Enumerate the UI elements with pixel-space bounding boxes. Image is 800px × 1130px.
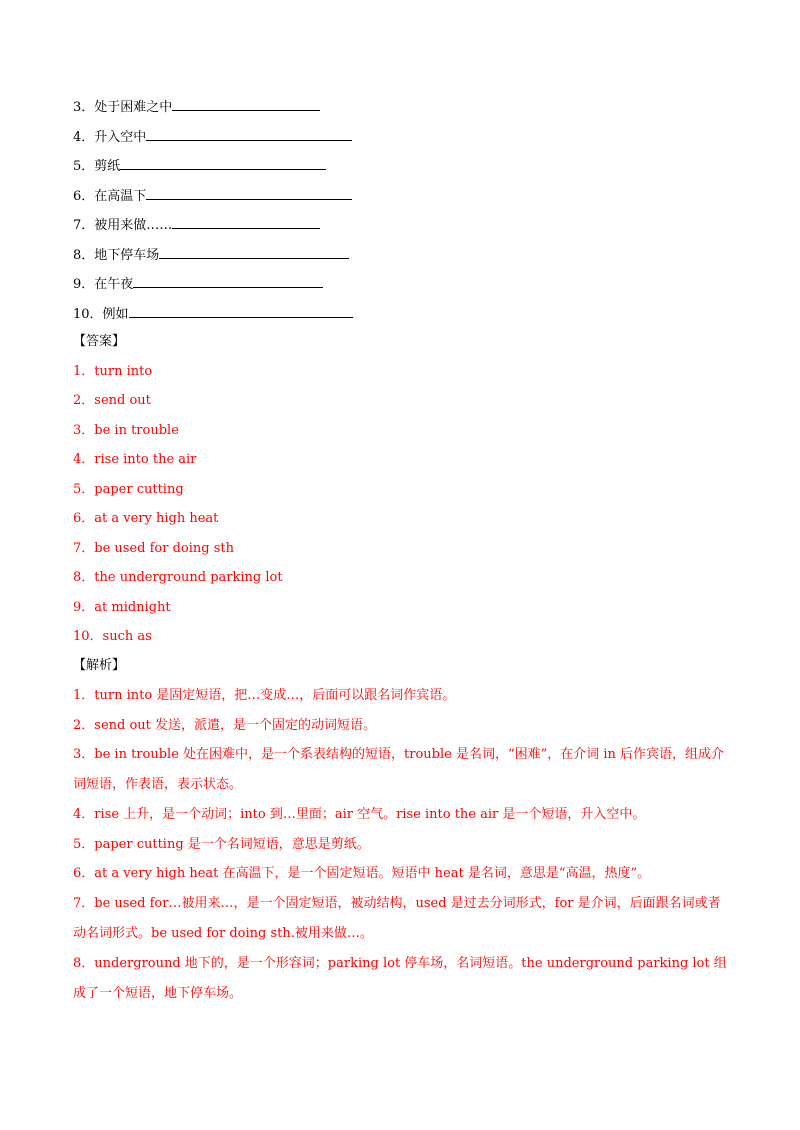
answer-item: 5．paper cutting: [73, 482, 184, 497]
question-text: 5．剪纸: [73, 159, 121, 174]
answer-blank: [146, 185, 352, 200]
answer-blank: [146, 126, 352, 141]
question-text: 4．升入空中: [73, 130, 147, 145]
analysis-paragraph: 3．be in trouble 处在困难中，是一个系表结构的短语，trouble 是名词，“困难”，在介词 in 后作宾语，组成介词短语，作表语，表示状态。: [73, 747, 725, 792]
analysis-paragraph: 7．be used for…被用来…，是一个固定短语，被动结构，used 是过去分词形式，for 是介词，后面跟名词或者动名词形式。be used for doing sth.被用来做…。: [73, 896, 721, 941]
answer-item: 10．such as: [73, 629, 152, 644]
analysis-paragraph: 6．at a very high heat 在高温下，是一个固定短语。短语中 heat 是名词，意思是“高温，热度”。: [73, 866, 651, 881]
analysis-paragraph: 5．paper cutting 是一个名词短语，意思是剪纸。: [73, 837, 370, 852]
answer-blank: [120, 155, 326, 170]
question-text: 8．地下停车场: [73, 248, 160, 263]
question-item: [73, 126, 352, 148]
answer-item: 9．at midnight: [73, 600, 171, 615]
answer-item: 4．rise into the air: [73, 452, 197, 467]
question-text: 7．被用来做……: [73, 218, 173, 233]
answer-item: 3．be in trouble: [73, 423, 179, 438]
analysis-paragraph: 8．underground 地下的，是一个形容词；parking lot 停车场，名词短语。the underground parking lot 组成了一个短语，地下停车场。: [73, 956, 727, 1001]
question-item: [73, 185, 352, 207]
analysis-paragraph: 2．send out 发送，派遣，是一个固定的动词短语。: [73, 718, 377, 733]
answer-item: 6．at a very high heat: [73, 511, 219, 526]
question-item: [73, 273, 323, 295]
question-text: 10．例如: [73, 307, 129, 322]
answer-item: 7．be used for doing sth: [73, 541, 234, 556]
question-item: [73, 244, 349, 266]
answer-blank: [129, 303, 353, 318]
answer-blank: [172, 214, 320, 229]
answer-blank: [133, 273, 323, 288]
question-item: [73, 96, 320, 118]
analysis-header: 【解析】: [73, 658, 126, 673]
question-text: 3．处于困难之中: [73, 100, 173, 115]
answer-item: 8．the underground parking lot: [73, 570, 283, 585]
answer-blank: [172, 96, 320, 111]
answer-item: 1．turn into: [73, 364, 153, 379]
question-text: 9．在午夜: [73, 277, 134, 292]
answer-item: 2．send out: [73, 393, 151, 408]
analysis-paragraph: 4．rise 上升，是一个动词；into 到…里面；air 空气。rise into the air 是一个短语，升入空中。: [73, 807, 646, 822]
answer-header: 【答案】: [73, 334, 126, 349]
analysis-paragraph: 1．turn into 是固定短语，把…变成…，后面可以跟名词作宾语。: [73, 688, 456, 703]
answer-blank: [159, 244, 349, 259]
question-item: [73, 214, 320, 236]
question-item: [73, 155, 326, 177]
question-text: 6．在高温下: [73, 189, 147, 204]
question-item: [73, 303, 353, 325]
